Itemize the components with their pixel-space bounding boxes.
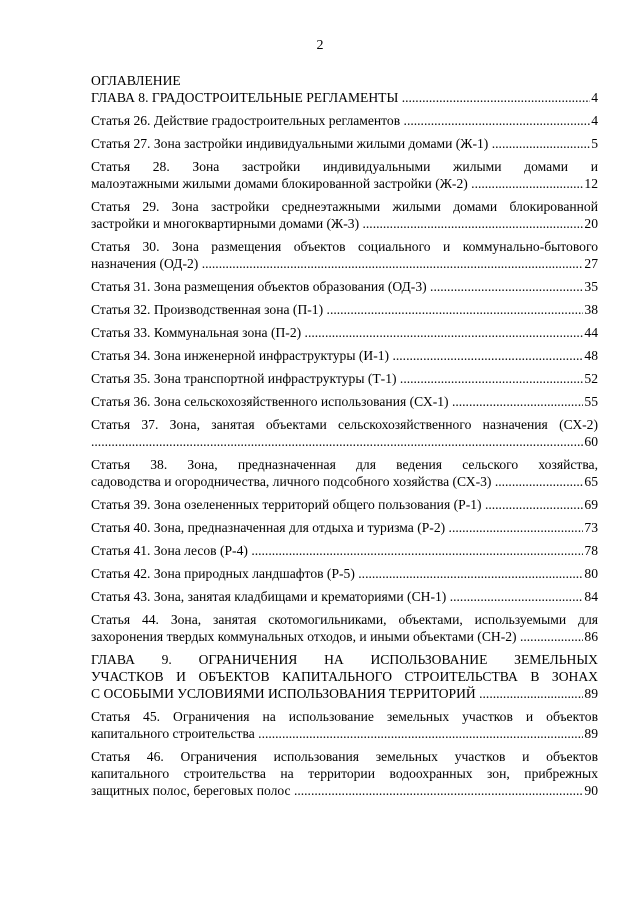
toc-entry-page: 35 — [584, 279, 598, 294]
table-of-contents — [91, 72, 598, 799]
toc-entry-page: 73 — [584, 520, 598, 535]
toc-entry-title: Статья 27. Зона застройки индивидуальными жилыми домами (Ж-1) ..... — [91, 135, 590, 152]
toc-entry[interactable] — [91, 496, 598, 513]
toc-entry[interactable] — [91, 588, 598, 605]
toc-entry[interactable] — [91, 416, 598, 450]
toc-entry[interactable] — [91, 347, 598, 364]
toc-entry-last-line — [91, 324, 598, 341]
toc-entry-page: 84 — [584, 589, 598, 604]
toc-entry[interactable] — [91, 456, 598, 490]
toc-entry-page: 69 — [584, 497, 598, 512]
toc-entry-title: Статья 43. Зона, занятая кладбищами и крематориями (СН-1) ..... — [91, 588, 583, 605]
toc-entry-title: садоводства и огородничества, личного подсобного хозяйства (СХ-3) ..... — [91, 473, 583, 490]
toc-entry[interactable] — [91, 278, 598, 295]
toc-entry-last-line — [91, 542, 598, 559]
toc-entry-title: защитных полос, береговых полос ..... — [91, 782, 583, 799]
toc-entry-page: 90 — [584, 783, 598, 798]
toc-entry-last-line — [91, 175, 598, 192]
toc-entries — [91, 89, 598, 799]
toc-entry-last-line — [91, 89, 598, 106]
toc-entry-line: Статья 44. Зона, занятая скотомогильниками, объектами, используемыми для — [91, 612, 598, 627]
toc-entry-line: Статья 28. Зона застройки индивидуальными жилыми домами и — [91, 159, 598, 174]
toc-entry-title: С ОСОБЫМИ УСЛОВИЯМИ ИСПОЛЬЗОВАНИЯ ТЕРРИТОРИЙ ..... — [91, 685, 583, 702]
toc-entry-page: 89 — [584, 726, 598, 741]
toc-entry[interactable] — [91, 611, 598, 645]
toc-entry-page: 44 — [584, 325, 598, 340]
toc-entry[interactable] — [91, 89, 598, 106]
toc-entry-page: 89 — [584, 686, 598, 701]
toc-entry-last-line — [91, 255, 598, 272]
toc-entry-title: Статья 41. Зона лесов (Р-4) ..... — [91, 542, 583, 559]
toc-entry-page: 48 — [584, 348, 598, 363]
toc-entry-title: капитального строительства ..... — [91, 725, 583, 742]
toc-entry[interactable] — [91, 542, 598, 559]
toc-entry-line: Статья 37. Зона, занятая объектами сельскохозяйственного назначения (СХ-2) — [91, 417, 598, 432]
toc-entry-title: Статья 36. Зона сельскохозяйственного использования (СХ-1) ..... — [91, 393, 583, 410]
toc-entry-line: капитального строительства на территории водоохранных зон, прибрежных — [91, 766, 598, 781]
toc-entry-last-line — [91, 782, 598, 799]
toc-entry-page: 12 — [584, 176, 598, 191]
toc-entry-line: ГЛАВА 9. ОГРАНИЧЕНИЯ НА ИСПОЛЬЗОВАНИЕ ЗЕМЕЛЬНЫХ — [91, 652, 598, 667]
toc-entry[interactable] — [91, 198, 598, 232]
toc-entry[interactable] — [91, 135, 598, 152]
toc-entry-last-line — [91, 685, 598, 702]
toc-entry-last-line — [91, 112, 598, 129]
toc-entry-title — [91, 433, 583, 450]
toc-entry-line: УЧАСТКОВ И ОБЪЕКТОВ КАПИТАЛЬНОГО СТРОИТЕЛЬСТВА В ЗОНАХ — [91, 669, 598, 684]
toc-entry[interactable] — [91, 651, 598, 702]
toc-entry-title: назначения (ОД-2) ..... — [91, 255, 583, 272]
toc-entry-line: Статья 45. Ограничения на использование земельных участков и объектов — [91, 709, 598, 724]
toc-entry[interactable] — [91, 112, 598, 129]
toc-entry-title: Статья 35. Зона транспортной инфраструктуры (Т-1) ..... — [91, 370, 583, 387]
toc-entry-title: Статья 26. Действие градостроительных регламентов ..... — [91, 112, 590, 129]
toc-entry-page: 80 — [584, 566, 598, 581]
toc-entry-page: 4 — [591, 90, 598, 105]
toc-entry-last-line — [91, 301, 598, 318]
toc-entry-title: Статья 31. Зона размещения объектов образования (ОД-3) ..... — [91, 278, 583, 295]
toc-entry-last-line — [91, 433, 598, 450]
toc-entry-last-line — [91, 135, 598, 152]
toc-entry-page: 20 — [584, 216, 598, 231]
toc-entry-title: Статья 32. Производственная зона (П-1) ..... — [91, 301, 583, 318]
toc-entry-last-line — [91, 725, 598, 742]
toc-entry-page: 55 — [584, 394, 598, 409]
toc-entry-last-line — [91, 393, 598, 410]
toc-entry-page: 38 — [584, 302, 598, 317]
toc-entry-last-line — [91, 519, 598, 536]
toc-entry-title: Статья 40. Зона, предназначенная для отдыха и туризма (Р-2) ..... — [91, 519, 583, 536]
toc-entry[interactable] — [91, 393, 598, 410]
toc-entry[interactable] — [91, 324, 598, 341]
toc-entry[interactable] — [91, 301, 598, 318]
toc-entry-line: Статья 29. Зона застройки среднеэтажными жилыми домами блокированной — [91, 199, 598, 214]
toc-entry-page: 52 — [584, 371, 598, 386]
toc-entry-title: Статья 33. Коммунальная зона (П-2) ..... — [91, 324, 583, 341]
toc-entry-title: ГЛАВА 8. ГРАДОСТРОИТЕЛЬНЫЕ РЕГЛАМЕНТЫ ..... — [91, 89, 590, 106]
toc-entry[interactable] — [91, 748, 598, 799]
toc-entry-title: Статья 39. Зона озелененных территорий общего пользования (Р-1) ..... — [91, 496, 583, 513]
toc-entry-page: 86 — [584, 629, 598, 644]
toc-entry[interactable] — [91, 565, 598, 582]
toc-entry-last-line — [91, 278, 598, 295]
toc-entry-title: малоэтажными жилыми домами блокированной застройки (Ж-2) ..... — [91, 175, 583, 192]
toc-entry[interactable] — [91, 238, 598, 272]
toc-entry-title: Статья 42. Зона природных ландшафтов (Р-5) ..... — [91, 565, 583, 582]
toc-entry-page: 5 — [591, 136, 598, 151]
toc-entry-last-line — [91, 347, 598, 364]
toc-entry[interactable] — [91, 519, 598, 536]
toc-entry-last-line — [91, 588, 598, 605]
toc-entry[interactable] — [91, 370, 598, 387]
toc-entry-last-line — [91, 565, 598, 582]
toc-entry-page: 60 — [584, 434, 598, 449]
toc-heading: ОГЛАВЛЕНИЕ — [91, 73, 181, 88]
toc-entry-page: 4 — [591, 113, 598, 128]
toc-entry-last-line — [91, 496, 598, 513]
toc-entry-last-line — [91, 370, 598, 387]
toc-entry[interactable] — [91, 708, 598, 742]
toc-entry-title: Статья 34. Зона инженерной инфраструктуры (И-1) ..... — [91, 347, 583, 364]
toc-entry-line: Статья 38. Зона, предназначенная для ведения сельского хозяйства, — [91, 457, 598, 472]
toc-entry-line: Статья 30. Зона размещения объектов социального и коммунально-бытового — [91, 239, 598, 254]
toc-entry-page: 27 — [584, 256, 598, 271]
toc-entry-last-line — [91, 628, 598, 645]
page-number: 2 — [316, 38, 324, 53]
toc-entry-last-line — [91, 473, 598, 490]
toc-entry[interactable] — [91, 158, 598, 192]
toc-entry-title: застройки и многоквартирными домами (Ж-3) ..... — [91, 215, 583, 232]
toc-entry-line: Статья 46. Ограничения использования земельных участков и объектов — [91, 749, 598, 764]
toc-entry-last-line — [91, 215, 598, 232]
toc-entry-page: 78 — [584, 543, 598, 558]
toc-entry-title: захоронения твердых коммунальных отходов, и иными объектами (СН-2) ..... — [91, 628, 583, 645]
toc-entry-page: 65 — [584, 474, 598, 489]
